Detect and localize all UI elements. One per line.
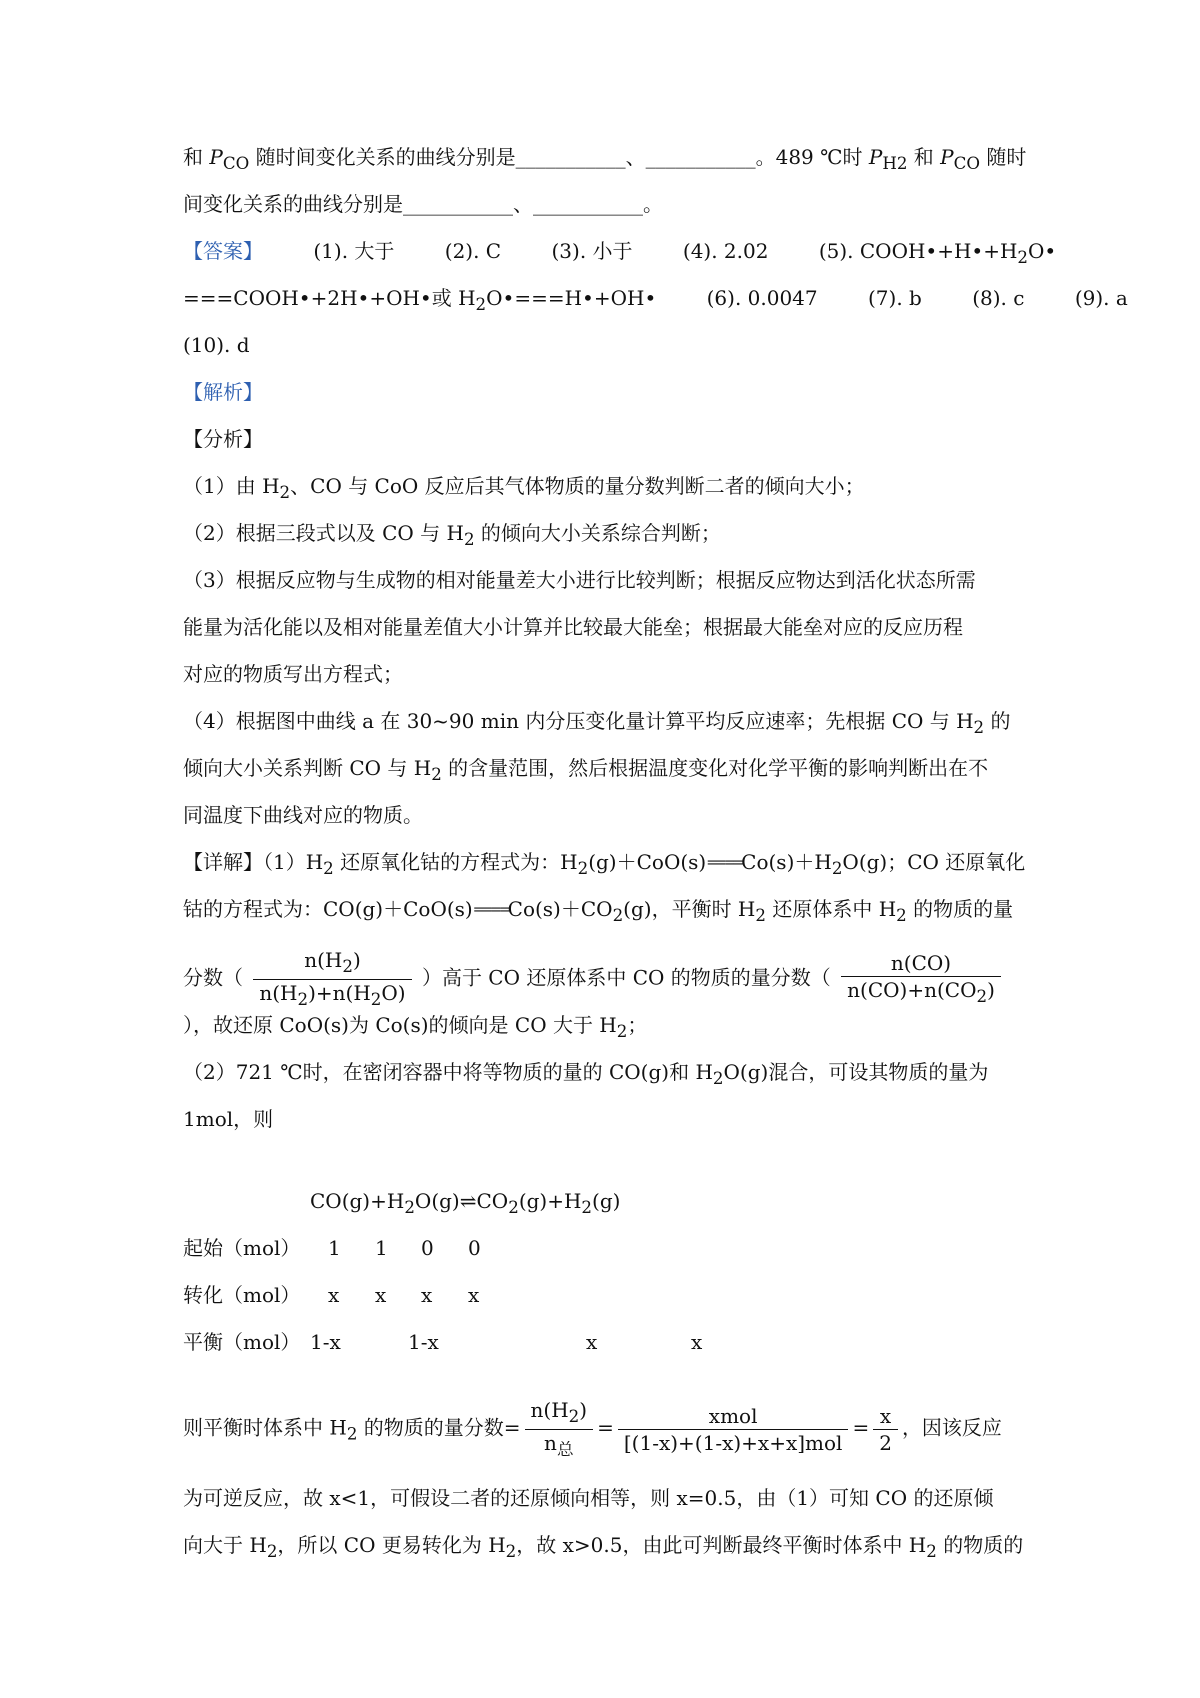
subscript: 2: [616, 1022, 628, 1041]
text: (g)＋CoO(s): [588, 850, 707, 874]
text: （2）根据三段式以及 CO 与 H: [183, 521, 464, 545]
table-cell: 1: [328, 1236, 341, 1260]
fraction: [525, 1400, 594, 1458]
text: n: [544, 1430, 557, 1455]
subsection-heading: 【分析】: [183, 427, 263, 451]
text: 钴的方程式为：CO(g)＋CoO(s): [183, 897, 473, 921]
text: )+n(H: [308, 980, 371, 1005]
fraction: [618, 1403, 849, 1455]
text-line: [183, 852, 1025, 878]
text: 和: [907, 145, 941, 169]
text-line: [183, 1062, 988, 1088]
reversible-arrow-icon: ⇌: [459, 1189, 477, 1213]
answer-item: (6). 0.0047: [706, 286, 818, 310]
table-cell: 0: [421, 1236, 434, 1260]
reaction-equation: [310, 1191, 620, 1217]
text-line: 对应的物质写出方程式；: [183, 662, 403, 686]
text: ): [987, 977, 995, 1002]
text: CO(g)+H: [310, 1189, 405, 1213]
table-cell: x: [421, 1283, 433, 1307]
text: O(g)；CO 还原氧化: [842, 850, 1026, 874]
table-cell: 1: [375, 1236, 388, 1260]
text-line: [183, 711, 1011, 737]
denominator: [841, 977, 1001, 1006]
symbol: P: [209, 145, 223, 169]
subscript: CO: [953, 154, 981, 173]
equals-sign: ====: [706, 854, 742, 871]
table-cell: x: [328, 1283, 340, 1307]
text-line: 能量为活化能以及相对能量差值大小计算并比较最大能垒；根据最大能垒对应的反应历程: [183, 615, 963, 639]
subscript: H2: [882, 154, 908, 173]
text: 的物质的量分数=: [357, 1415, 521, 1440]
text: CO: [476, 1189, 509, 1213]
table-cell: x: [375, 1283, 387, 1307]
answer-item: (8). c: [972, 286, 1025, 310]
text-line: 间变化关系的曲线分别是___________、___________。: [183, 192, 663, 216]
numerator: [253, 950, 411, 980]
text: 则平衡时体系中 H: [183, 1415, 347, 1440]
table-cell: 0: [468, 1236, 481, 1260]
fraction: [873, 1403, 898, 1455]
numerator: n(CO): [841, 953, 1001, 977]
text: 随时间变化关系的曲线分别是___________、___________。489 ℃时: [255, 145, 869, 169]
answer-item: (5). COOH•+H•+H: [818, 239, 1018, 263]
text: O(g)混合，可设其物质的量为: [723, 1060, 989, 1084]
subscript: 2: [973, 718, 985, 737]
subscript: 2: [712, 1069, 724, 1088]
answer-line: [183, 241, 1056, 267]
text-line: [183, 476, 865, 502]
denominator: [(1-x)+(1-x)+x+x]mol: [623, 1430, 843, 1455]
subscript: 2: [568, 1407, 580, 1426]
equals-sign: =: [597, 1415, 614, 1440]
text: n(H: [530, 1398, 569, 1422]
answer-item: (1). 大于: [313, 239, 395, 263]
subscript: 2: [896, 906, 907, 925]
text-line: [183, 147, 1026, 173]
numerator: [525, 1400, 594, 1430]
text: 的倾向大小关系综合判断；: [474, 521, 721, 545]
text: ，所以 CO 更易转化为 H: [277, 1533, 506, 1557]
denominator: [253, 980, 411, 1009]
subscript: 2: [612, 906, 624, 925]
answer-item: (4). 2.02: [682, 239, 769, 263]
table-cell: x: [586, 1330, 598, 1354]
answer-item: O•: [1028, 239, 1057, 263]
text: O(g): [414, 1189, 460, 1213]
equals-sign: =: [852, 1415, 870, 1440]
text-line: （3）根据反应物与生成物的相对能量差大小进行比较判断；根据反应物达到活化状态所需: [183, 568, 976, 592]
answer-item: O•===H•+OH•: [486, 286, 657, 310]
subscript: 2: [831, 859, 843, 878]
text: 的: [984, 709, 1011, 733]
subscript: 2: [755, 906, 766, 925]
text-line: [183, 899, 1013, 925]
subscript: 2: [431, 765, 442, 784]
text: （4）根据图中曲线 a 在 30~90 min 内分压变化量计算平均反应速率；先根据 CO 与 H: [183, 709, 974, 733]
text: ；: [627, 1013, 648, 1037]
numerator: x: [873, 1406, 898, 1430]
text: 和: [183, 145, 210, 169]
text: 的物质的量: [906, 897, 1014, 921]
table-cell: x: [468, 1283, 480, 1307]
answer-item: ===COOH•+2H•+OH•或 H: [183, 286, 476, 310]
symbol: P: [868, 145, 883, 169]
text: ，因该反应: [901, 1415, 1002, 1440]
subscript: 2: [505, 1542, 517, 1561]
text: O): [381, 980, 406, 1005]
text: 还原氧化钴的方程式为：H: [333, 850, 578, 874]
subscript: 2: [475, 295, 487, 314]
row-label: 转化（mol）: [183, 1283, 301, 1307]
text: 的物质的: [936, 1533, 1024, 1557]
text: ），故还原 CoO(s)为 Co(s)的倾向是 CO 大于 H: [183, 1013, 617, 1037]
subscript: 2: [926, 1542, 937, 1561]
text-line: [183, 523, 721, 549]
text: （1）由 H: [183, 474, 280, 498]
text: 分数（: [183, 965, 243, 990]
answer-item: (2). C: [444, 239, 502, 263]
text: n(H: [304, 948, 343, 972]
subscript: 2: [279, 483, 291, 502]
text: 还原体系中 H: [766, 897, 897, 921]
answer-item: (3). 小于: [551, 239, 633, 263]
subscript: CO: [222, 154, 250, 173]
text: (g)，平衡时 H: [623, 897, 756, 921]
text: ，故 x>0.5，由此可判断最终平衡时体系中 H: [516, 1533, 927, 1557]
row-label: 平衡（mol）: [183, 1330, 301, 1354]
symbol: P: [940, 145, 954, 169]
text: 、CO 与 CoO 反应后其气体物质的量分数判断二者的倾向大小；: [290, 474, 865, 498]
denominator: [525, 1430, 594, 1459]
text-line: 为可逆反应，故 x<1，可假设二者的还原倾向相等，则 x=0.5，由（1）可知 CO 的还原倾: [183, 1486, 994, 1510]
subscript: 2: [297, 989, 309, 1009]
analysis-heading: 【解析】: [183, 380, 263, 404]
text-line: [183, 1535, 1023, 1561]
subscript: 2: [404, 1198, 415, 1217]
subscript: 2: [1017, 248, 1029, 267]
text-line: [183, 1015, 647, 1041]
text: ): [352, 948, 361, 972]
text: 的含量范围，然后根据温度变化对化学平衡的影响判断出在不: [441, 756, 989, 780]
subscript: 2: [266, 1542, 278, 1561]
text: ）高于 CO 还原体系中 CO 的物质的量分数（: [421, 965, 831, 990]
numerator: xmol: [618, 1406, 849, 1430]
text: (g): [592, 1189, 621, 1213]
fraction: [253, 950, 411, 1008]
subscript: 2: [577, 859, 589, 878]
text: n(CO)+n(CO: [847, 977, 977, 1002]
subscript: 2: [508, 1198, 519, 1217]
subscript: 2: [581, 1198, 593, 1217]
text-line: 同温度下曲线对应的物质。: [183, 803, 423, 827]
text: ): [579, 1398, 588, 1422]
formula-line: [183, 1400, 1002, 1458]
text: （2）721 ℃时，在密闭容器中将等物质的量的 CO(g)和 H: [183, 1060, 713, 1084]
answer-item: (10). d: [183, 333, 250, 357]
answer-heading: 【答案】: [183, 239, 263, 263]
text-line: [183, 758, 988, 784]
text: 【详解】（1）H: [183, 850, 324, 874]
subscript: 总: [556, 1439, 574, 1459]
subscript: 2: [323, 859, 334, 878]
text: 随时: [980, 145, 1027, 169]
text: Co(s)＋CO: [507, 897, 613, 921]
fraction: [841, 950, 1001, 1006]
equals-sign: ====: [472, 901, 508, 918]
table-cell: x: [691, 1330, 703, 1354]
denominator: 2: [879, 1430, 892, 1455]
text-line: 1mol，则: [183, 1107, 274, 1131]
table-cell: 1-x: [408, 1330, 439, 1354]
subscript: 2: [463, 530, 475, 549]
formula-line: [183, 950, 1005, 1008]
text: n(H: [259, 980, 298, 1005]
subscript: 2: [976, 986, 988, 1006]
answer-line: [183, 288, 1128, 314]
text: 向大于 H: [183, 1533, 267, 1557]
answer-item: (7). b: [868, 286, 922, 310]
subscript: 2: [346, 1424, 358, 1444]
text: 倾向大小关系判断 CO 与 H: [183, 756, 432, 780]
subscript: 2: [370, 989, 382, 1009]
table-cell: 1-x: [310, 1330, 341, 1354]
subscript: 2: [342, 957, 353, 976]
row-label: 起始（mol）: [183, 1236, 301, 1260]
answer-item: (9). a: [1074, 286, 1128, 310]
text: (g)+H: [518, 1189, 582, 1213]
text: Co(s)＋H: [741, 850, 832, 874]
